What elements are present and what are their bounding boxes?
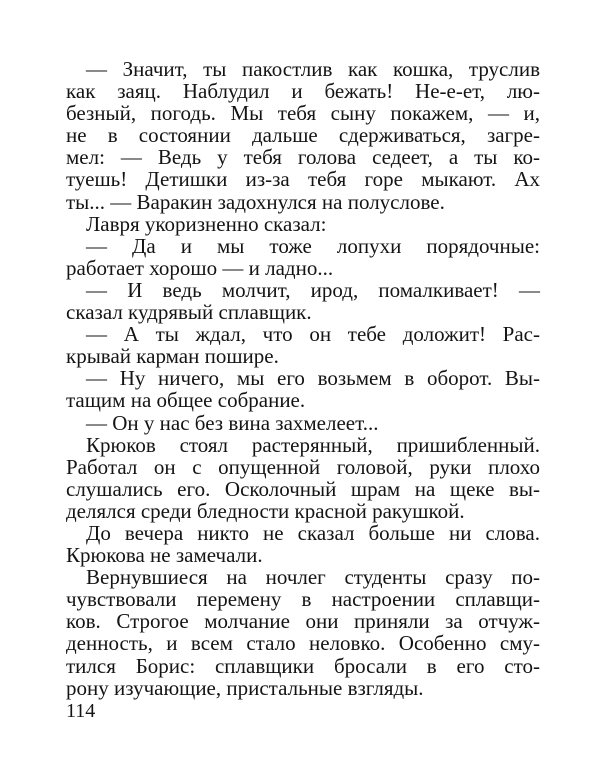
text-line: Крюкова не замечали. [66,543,263,568]
text-line: — Значит, ты пакостлив как кошка, труслив [86,57,540,81]
text-line: Крюков стоял растерянный, пришибленный. [86,432,540,457]
text-line: слушались его. Осколочный шрам на щеке вы- [66,476,540,501]
text-line: не в состоянии дальше сдерживаться, загре- [66,123,540,148]
text-line: Лавря укоризненно сказал: [86,211,327,236]
text-line: тащим на общее собрание. [66,388,306,413]
text-line: Вернувшиеся на ночлег студенты сразу по- [86,565,540,590]
text-line: рону изучающие, пристальные взгляды. [66,675,424,700]
text-line: крывай карман пошире. [66,344,279,369]
text-line: чувствовали перемену в настроении сплавщи- [66,587,540,612]
text-line: — Да и мы тоже лопухи порядочные: [86,233,540,258]
text-line: — Ну ничего, мы его возьмем в оборот. Вы- [86,366,540,391]
text-line: ты... — Варакин задохнулся на полуслове. [66,189,445,214]
text-line: — А ты ждал, что он тебе доложит! Рас- [86,322,540,347]
page-number: 114 [66,700,96,722]
text-line: безный, погодь. Мы тебя сыну покажем, — и, [66,101,540,126]
text-line: денность, и всем стало неловко. Особенно сму- [66,631,540,656]
text-line: — Он у нас без вина захмелеет... [86,410,379,435]
text-line: — И ведь молчит, ирод, помалкивает! — [86,277,540,302]
text-line: сказал кудрявый сплавщик. [66,300,312,325]
text-line: как заяц. Наблудил и бежать! Не-е-ет, лю- [66,79,540,104]
text-line: Работал он с опущенной головой, руки плохо [66,454,540,479]
text-line: мел: — Ведь у тебя голова седеет, а ты ко- [66,145,540,170]
text-line: До вечера никто не сказал больше ни слова. [86,520,540,545]
text-line: делялся среди бледности красной ракушкой. [66,498,465,523]
text-line: работает хорошо — и ладно... [66,255,334,280]
text-line: туешь! Детишки из-за тебя горе мыкают. Ах [66,167,540,192]
text-line: ков. Строгое молчание они приняли за отчуж- [66,609,540,634]
book-page-text [66,58,540,699]
text-line: тился Борис: сплавщики бросали в его сто- [66,653,540,678]
